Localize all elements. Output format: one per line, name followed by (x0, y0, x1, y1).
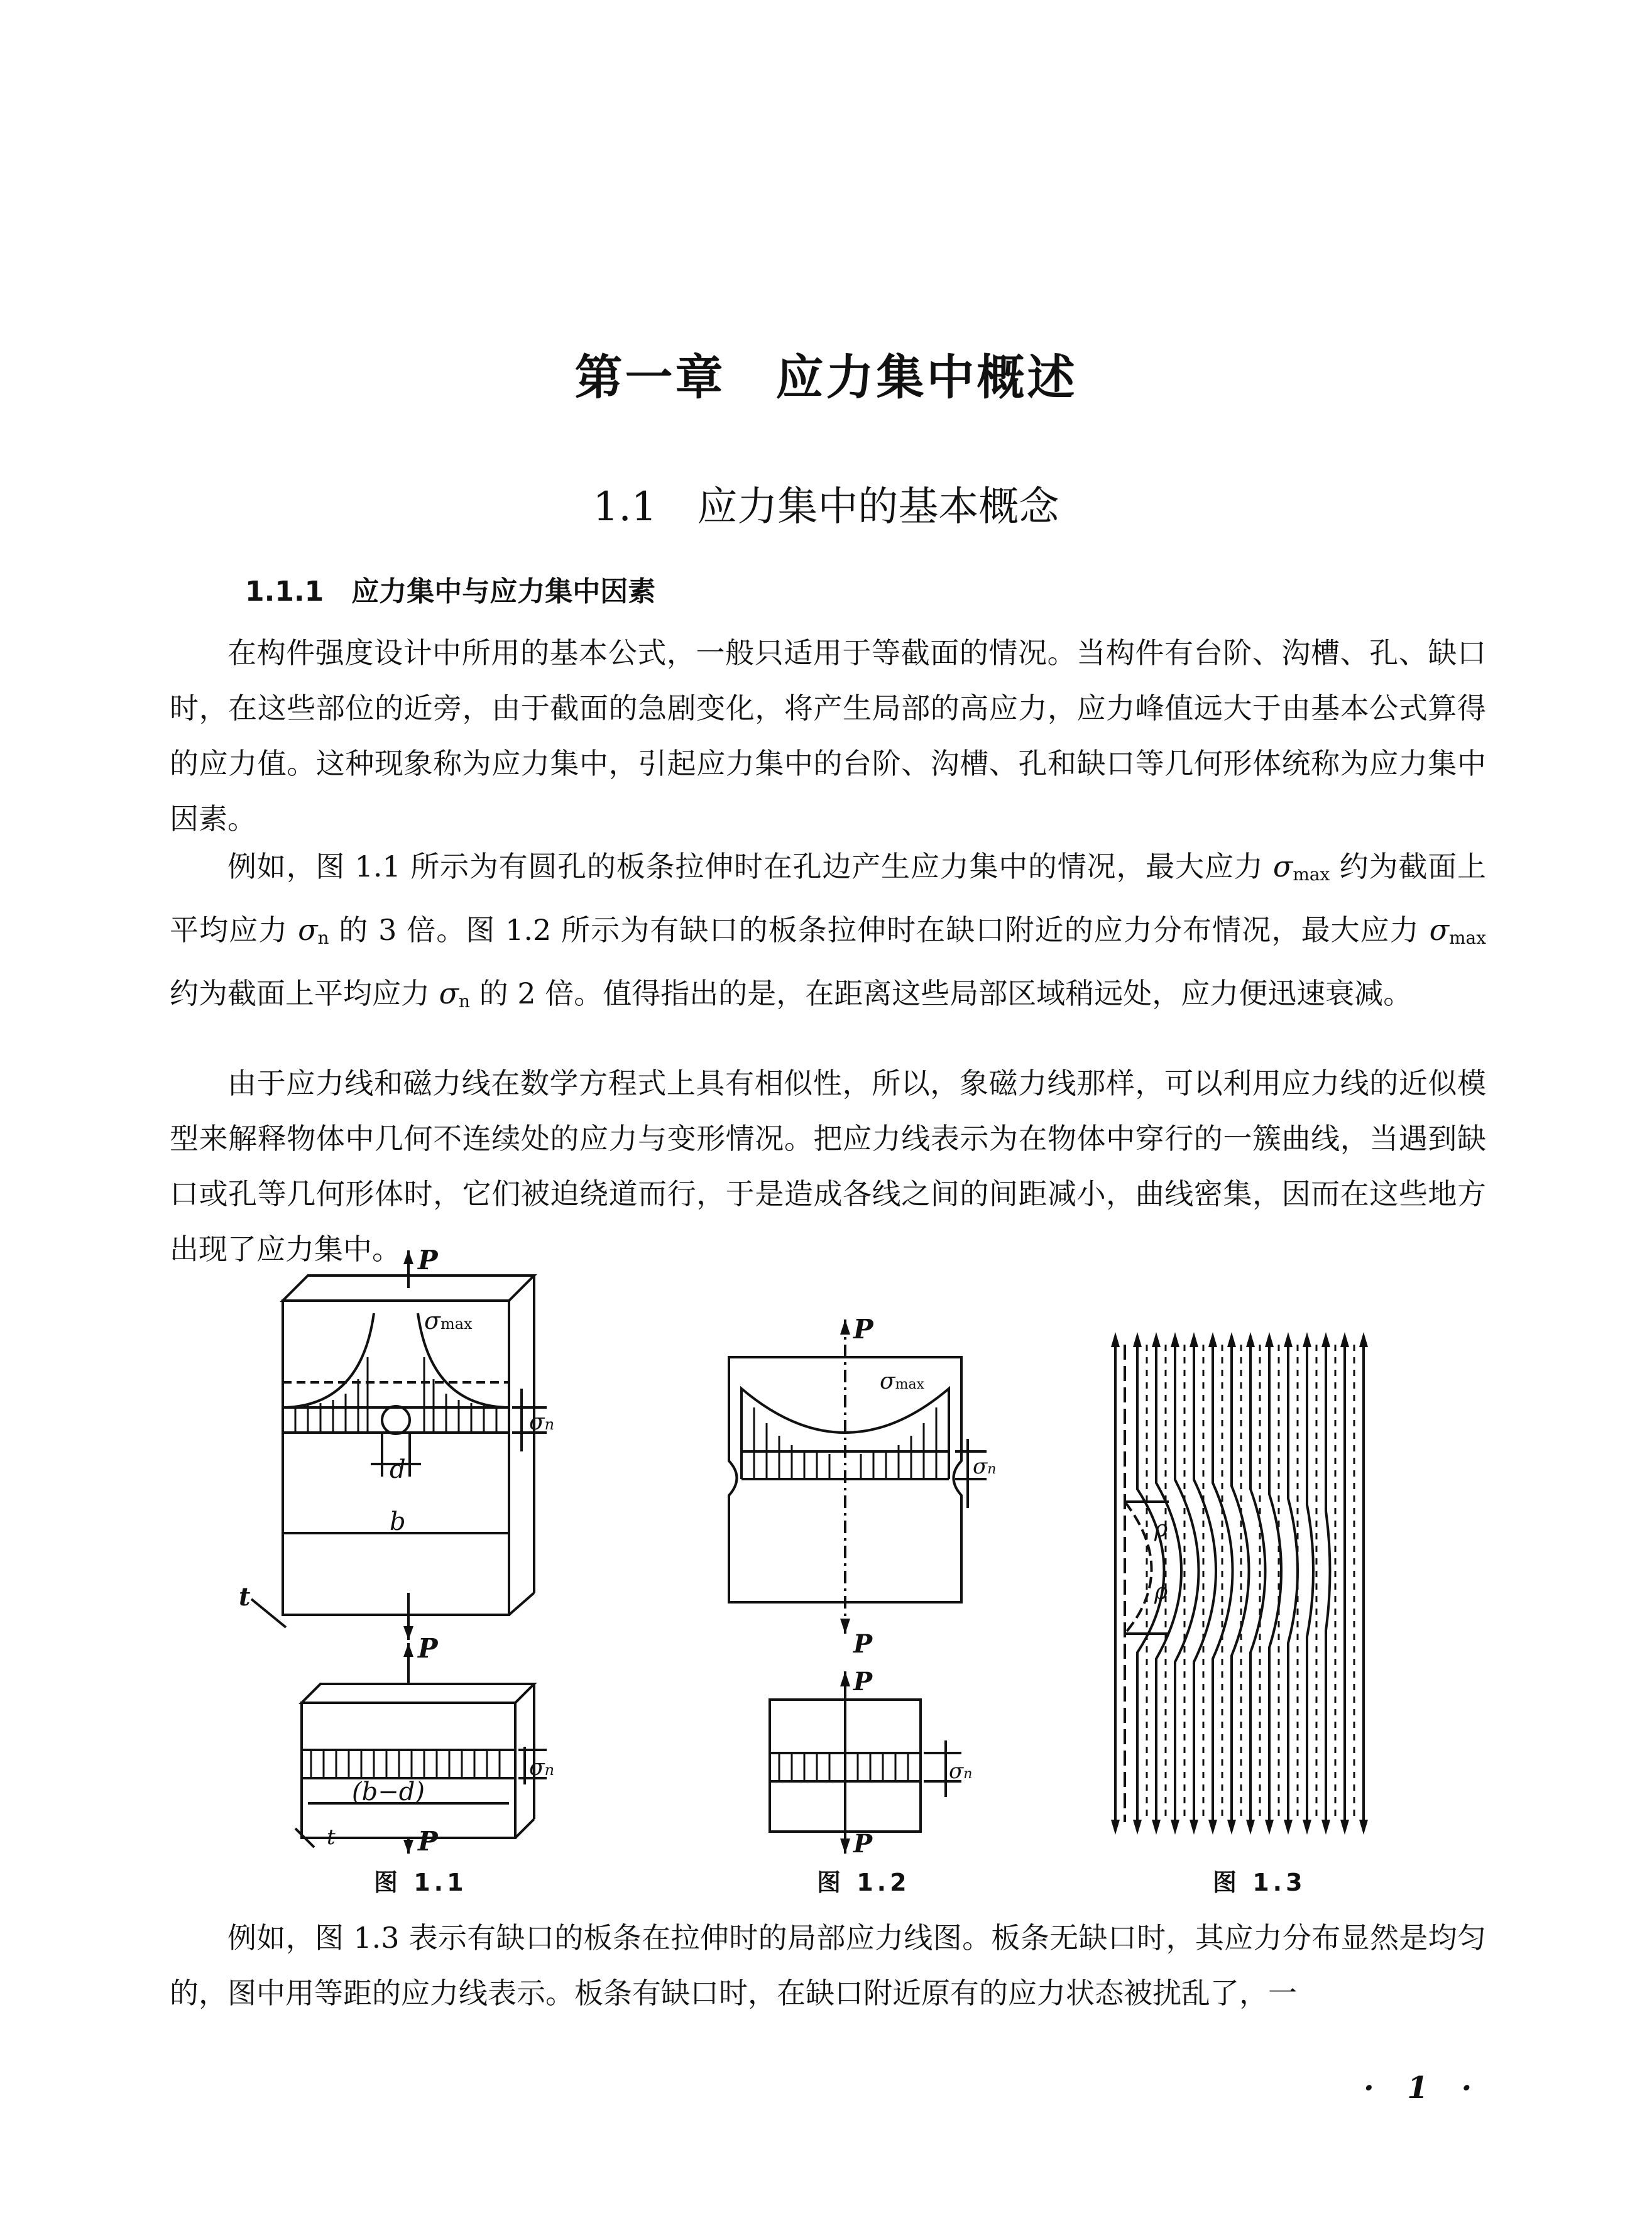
sigma-max-label: σmax (424, 1307, 473, 1335)
subsection-title: 1.1.1 应力集中与应力集中因素 (245, 576, 656, 608)
figure-1-2 (723, 1314, 1012, 1859)
section-title: 1.1 应力集中的基本概念 (593, 484, 1059, 530)
sigma-n-symbol: $\sigma_n$ (298, 913, 329, 948)
notch-radius-label: ρ (1154, 1516, 1168, 1542)
load-label-p: P (853, 1314, 873, 1345)
figure-1-2-caption: 图 1.2 (817, 1869, 911, 1896)
figure-1-3 (1109, 1332, 1373, 1835)
figure-1-1 (239, 1245, 591, 1857)
figure-1-3-caption: 图 1.3 (1213, 1869, 1306, 1896)
paragraph-2: 例如，图 1.1 所示为有圆孔的板条拉伸时在孔边产生应力集中的情况，最大应力 $\sigma_{max}$ 约为截面上平均应力 $\sigma_n$ 的 3 倍。图 1.2 所示为有缺口的板条拉伸时在缺口附近的应力分布情况，最大应力 $\sigma_{max}$ 约为截面上平均应力 $\sigma_n$ 的 2 倍。值得指出的是，在距离这些局部区域稍远处，应力便迅速衰减。 (170, 850, 1487, 1012)
sigma-n-symbol: $\sigma_n$ (439, 976, 471, 1012)
thickness-label: t (327, 1825, 336, 1850)
sigma-max-label: σmax (880, 1369, 924, 1394)
sigma-max-symbol: $\sigma_{max}$ (1272, 850, 1330, 885)
sigma-n-label: σn (973, 1454, 997, 1479)
load-label-p: P (418, 1633, 438, 1664)
paragraph-4: 例如，图 1.3 表示有缺口的板条在拉伸时的局部应力线图。板条无缺口时，其应力分布显然是均匀的，图中用等距的应力线表示。板条有缺口时，在缺口附近原有的应力状态被扰乱了，一 (170, 1921, 1486, 2010)
paragraph-1: 在构件强度设计中所用的基本公式，一般只适用于等截面的情况。当构件有台阶、沟槽、孔、缺口时，在这些部位的近旁，由于截面的急剧变化，将产生局部的高应力，应力峰值远大于由基本公式算得的应力值。这种现象称为应力集中，引起应力集中的台阶、沟槽、孔和缺口等几何形体统称为应力集中因素。 (170, 636, 1486, 836)
sigma-n-label: σn (949, 1759, 973, 1784)
hole-diameter-label: d (390, 1455, 406, 1484)
load-label-p: P (853, 1629, 873, 1659)
plate-width-label: b (390, 1507, 406, 1536)
figure-1-1-caption: 图 1.1 (374, 1869, 468, 1896)
sigma-n-label: σn (529, 1409, 555, 1435)
notch-radius-label: ρ (1154, 1579, 1168, 1605)
net-width-label: (b−d) (352, 1778, 425, 1806)
page-number: · 1 · (1364, 2070, 1484, 2106)
chapter-title: 第一章 应力集中概述 (574, 349, 1078, 405)
load-label-p: P (418, 1826, 438, 1857)
load-label-p: P (853, 1829, 873, 1859)
thickness-label: t (239, 1582, 251, 1612)
sigma-n-label: σn (529, 1755, 555, 1781)
load-label-p: P (418, 1245, 438, 1276)
sigma-max-symbol: $\sigma_{max}$ (1429, 913, 1487, 948)
load-label-p: P (853, 1667, 873, 1696)
paragraph-3: 由于应力线和磁力线在数学方程式上具有相似性，所以，象磁力线那样，可以利用应力线的近似模型来解释物体中几何不连续处的应力与变形情况。把应力线表示为在物体中穿行的一簇曲线，当遇到缺口或孔等几何形体时，它们被迫绕道而行，于是造成各线之间的间距减小，曲线密集，因而在这些地方出现了应力集中。 (170, 1066, 1486, 1266)
